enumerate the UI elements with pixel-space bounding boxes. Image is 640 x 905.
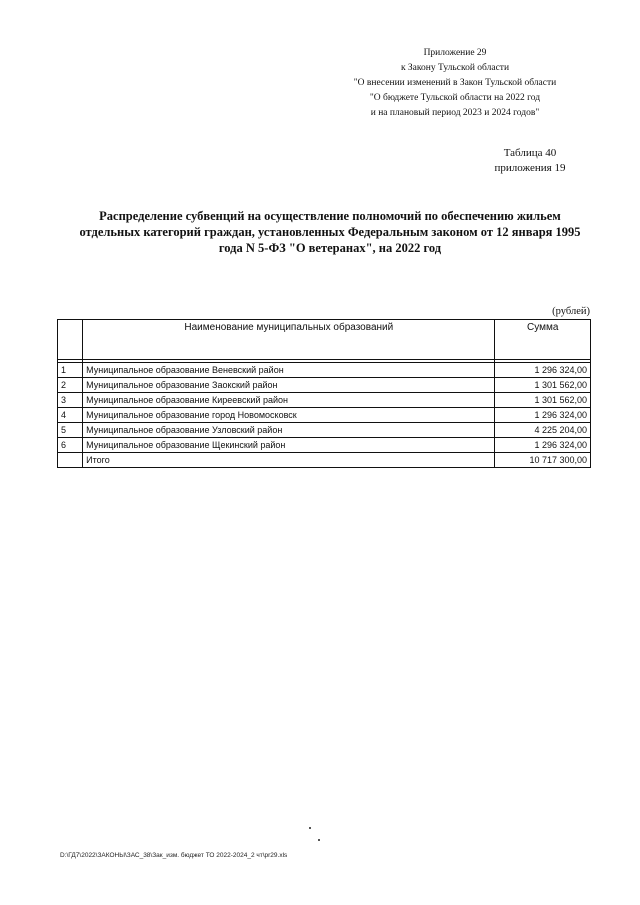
row-number: 6	[58, 438, 83, 453]
title-line: отдельных категорий граждан, установленных Федеральным законом от 12 января 1995	[79, 225, 581, 239]
table-number: Таблица 40	[503, 147, 557, 159]
row-number: 1	[58, 363, 83, 378]
row-sum: 1 301 562,00	[495, 378, 591, 393]
table-row	[58, 408, 591, 423]
row-sum: 1 296 324,00	[495, 438, 591, 453]
appendix-line: и на плановый период 2023 и 2024 годов"	[370, 108, 540, 118]
total-sum: 10 717 300,00	[495, 453, 591, 468]
row-number: 5	[58, 423, 83, 438]
appendix-line: к Закону Тульской области	[400, 63, 510, 73]
total-label: Итого	[83, 453, 495, 468]
row-sum: 1 296 324,00	[495, 363, 591, 378]
appendix-reference: приложения 19	[494, 162, 566, 174]
table-row	[58, 438, 591, 453]
title-line: Распределение субвенций на осуществление полномочий по обеспечению жильем	[99, 209, 561, 223]
row-name: Муниципальное образование Узловский район	[83, 423, 495, 438]
table-row	[58, 363, 591, 378]
row-sum: 1 296 324,00	[495, 408, 591, 423]
row-name: Муниципальное образование Киреевский район	[83, 393, 495, 408]
row-sum: 1 301 562,00	[495, 393, 591, 408]
total-number	[58, 453, 83, 468]
table-header-row	[58, 320, 591, 360]
title-line: года N 5-ФЗ "О ветеранах", на 2022 год	[218, 241, 442, 255]
appendix-line: "О бюджете Тульской области на 2022 год	[369, 93, 541, 103]
header-number	[58, 320, 83, 360]
distribution-table	[57, 319, 591, 468]
row-name: Муниципальное образование Щекинский район	[83, 438, 495, 453]
table-row	[58, 423, 591, 438]
row-name: Муниципальное образование Веневский район	[83, 363, 495, 378]
appendix-header	[330, 46, 580, 121]
row-sum: 4 225 204,00	[495, 423, 591, 438]
header-name: Наименование муниципальных образований	[83, 320, 495, 360]
table-row	[58, 393, 591, 408]
total-row	[58, 453, 591, 468]
scan-dot	[318, 839, 320, 841]
row-name: Муниципальное образование Заокский район	[83, 378, 495, 393]
scan-dot	[309, 827, 311, 829]
table-row	[58, 378, 591, 393]
units-label: (рублей)	[552, 306, 590, 317]
row-number: 3	[58, 393, 83, 408]
appendix-line: "О внесении изменений в Закон Тульской области	[353, 78, 557, 88]
file-path-footer: D:\ГД7\2022\ЗАКОНЫ\ЗАС_38\Зак_изм. бюджет ТО 2022-2024_2 чт\pr29.xls	[60, 852, 288, 859]
header-sum: Сумма	[495, 320, 591, 360]
row-number: 4	[58, 408, 83, 423]
appendix-line: Приложение 29	[423, 48, 487, 58]
document-title	[70, 208, 590, 256]
row-name: Муниципальное образование город Новомосковск	[83, 408, 495, 423]
table-reference	[470, 146, 590, 176]
row-number: 2	[58, 378, 83, 393]
